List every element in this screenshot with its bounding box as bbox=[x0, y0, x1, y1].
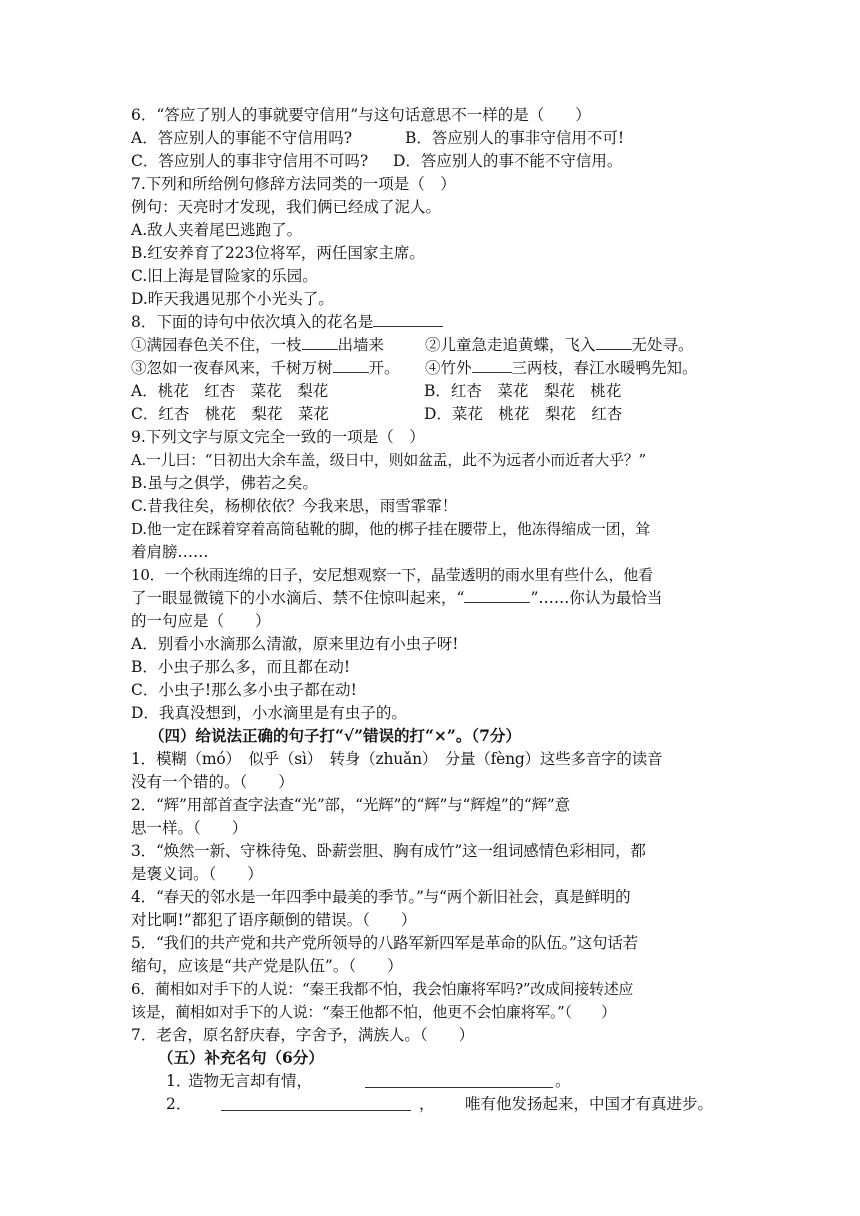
q8-poem-4-end: 三两枝，春江水暖鸭先知。 bbox=[511, 359, 698, 377]
q8-stem: 8．下面的诗句中依次填入的花名是 bbox=[131, 313, 374, 331]
q10-option-a: A．别看小水滴那么清澈，原来里边有小虫子呀! bbox=[131, 635, 459, 653]
sec5-item2 bbox=[131, 1093, 741, 1115]
q6-option-d: D．答应别人的事不能不守信用。 bbox=[393, 152, 623, 170]
sec5-item1-blank bbox=[365, 1086, 553, 1088]
q8-poem-1-start: ①满园春色关不住，一枝 bbox=[131, 336, 302, 354]
q7-option-c: C.旧上海是冒险家的乐园。 bbox=[131, 267, 318, 285]
sec4-item1-line2: 没有一个错的。（ ） bbox=[131, 773, 294, 791]
sec4-item7: 7．老舍，原名舒庆春，字舍予，满族人。（ ） bbox=[131, 1026, 475, 1044]
q10-option-b: B．小虫子那么多，而且都在动! bbox=[131, 658, 351, 676]
q8-poem-1-end: 出墙来 bbox=[337, 336, 385, 354]
q7-option-a: A.敌人夹着尾巴逃跑了。 bbox=[131, 221, 303, 239]
q10-option-c: C．小虫子!那么多小虫子都在动! bbox=[131, 681, 357, 699]
q6-options-ab bbox=[131, 127, 741, 149]
q6-option-b: B．答应别人的事非守信用不可! bbox=[405, 129, 625, 147]
q9-option-d-line1: D.他一定在踩着穿着高筒毡靴的脚，他的梆子挂在腰带上，他冻得缩成一团，耸 bbox=[131, 520, 651, 538]
q6-option-c: C．答应别人的事非守信用不可吗? bbox=[131, 152, 369, 170]
q8-poem-1-blank bbox=[302, 334, 338, 350]
q10-line1: 10．一个秋雨连绵的日子，安尼想观察一下，晶莹透明的雨水里有些什么，他看 bbox=[131, 566, 653, 584]
q10-line3: 的一句应是（ ） bbox=[131, 612, 271, 630]
q8-poem-4-blank bbox=[472, 357, 512, 373]
q10-line2-end: ”……你认为最恰当 bbox=[530, 589, 663, 607]
sec4-item5-line2: 缩句，应该是“共产党是队伍”。（ ） bbox=[131, 957, 403, 975]
sec5-item2-blank bbox=[221, 1109, 411, 1111]
q8-stem-line bbox=[131, 311, 741, 333]
q8-poem-3-start: ③忽如一夜春风来，千树万树 bbox=[131, 359, 333, 377]
q7-option-b: B.红安养育了223位将军，两任国家主席。 bbox=[131, 244, 425, 262]
sec5-item2-number: 2． bbox=[166, 1095, 192, 1113]
q8-option-d: D．菜花 桃花 梨花 红杏 bbox=[424, 405, 623, 423]
q8-poems-12 bbox=[131, 334, 741, 356]
sec5-item1-end: 。 bbox=[555, 1072, 571, 1090]
section-5-title: （五）补充名句（6分） bbox=[158, 1048, 324, 1067]
sec4-item3-line2: 是褒义词。（ ） bbox=[131, 865, 263, 883]
q7-stem: 7.下列和所给例句修辞方法同类的一项是（ ） bbox=[131, 175, 456, 193]
sec5-item2-comma: ， bbox=[419, 1095, 435, 1113]
section-4-title: （四）给说法正确的句子打“√”错误的打“×”。（7分） bbox=[149, 726, 521, 745]
q8-answer-blank bbox=[373, 311, 443, 327]
q8-poem-2-end: 无处寻。 bbox=[631, 336, 694, 354]
q8-poem-2 bbox=[425, 334, 694, 356]
sec4-item6-line2: 该是，蔺相如对手下的人说：“秦王他都不怕，他更不会怕廉将军。”（ ） bbox=[131, 1003, 616, 1021]
sec4-item6-line1: 6．蔺相如对手下的人说：“秦王我都不怕，我会怕廉将军吗?”改成间接转述应 bbox=[131, 980, 634, 998]
sec4-item5-line1: 5．“我们的共产党和共产党所领导的八路军新四军是革命的队伍。”这句话若 bbox=[131, 934, 638, 952]
sec5-item1 bbox=[131, 1070, 741, 1092]
sec4-item1-line1: 1．模糊（mó） 似乎（sì） 转身（zhuǎn） 分量（fèng）这些多音字的读音 bbox=[131, 750, 663, 768]
q8-options-cd bbox=[131, 403, 741, 425]
q10-line2 bbox=[131, 587, 741, 609]
q6-stem: 6．“答应了别人的事就要守信用”与这句话意思不一样的是（ ） bbox=[131, 106, 591, 124]
q10-blank bbox=[464, 587, 530, 603]
q7-option-d: D.昨天我遇见那个小光头了。 bbox=[131, 290, 334, 308]
q6-options-cd bbox=[131, 150, 741, 172]
sec4-item2-line2: 思一样。（ ） bbox=[131, 819, 248, 837]
q8-poem-4 bbox=[425, 357, 698, 379]
sec5-item2-text: 唯有他发扬起来，中国才有真进步。 bbox=[465, 1095, 714, 1113]
q8-options-ab bbox=[131, 380, 741, 402]
q8-poem-4-start: ④竹外 bbox=[425, 359, 472, 377]
q8-poems-34 bbox=[131, 357, 741, 379]
q9-option-a: A.一儿曰：“日初出大余车盖，级日中，则如盆盂，此不为远者小而近者大乎？” bbox=[131, 451, 646, 469]
q6-option-a: A．答应别人的事能不守信用吗? bbox=[131, 129, 353, 147]
q7-example: 例句：天亮时才发现，我们俩已经成了泥人。 bbox=[131, 198, 442, 216]
q9-stem: 9.下列文字与原文完全一致的一项是（ ） bbox=[131, 428, 425, 446]
q8-poem-2-blank bbox=[596, 334, 632, 350]
sec5-item1-text: 造物无言却有情， bbox=[188, 1072, 313, 1090]
q10-option-d: D．我真没想到，小水滴里是有虫子的。 bbox=[131, 704, 407, 722]
q8-poem-3-blank bbox=[333, 357, 369, 373]
q8-option-a: A．桃花 红杏 菜花 梨花 bbox=[131, 382, 329, 400]
q8-option-c: C．红杏 桃花 梨花 菜花 bbox=[131, 405, 329, 423]
sec4-item4-line1: 4．“春天的邻水是一年四季中最美的季节。”与“两个新旧社会，真是鲜明的 bbox=[131, 888, 631, 906]
q9-option-b: B.虽与之俱学，佛若之矣。 bbox=[131, 474, 318, 492]
q9-option-c: C.昔我往矣，杨柳依依？今我来思，雨雪霏霏！ bbox=[131, 497, 458, 515]
q10-line2-start: 了一眼显微镜下的小水滴后、禁不住惊叫起来，“ bbox=[131, 589, 465, 607]
sec4-item2-line1: 2．“辉”用部首查字法查“光”部，“光辉”的“辉”与“辉煌”的“辉”意 bbox=[131, 796, 570, 814]
sec5-item1-number: 1． bbox=[166, 1072, 192, 1090]
sec4-item4-line2: 对比啊!”都犯了语序颠倒的错误。（ ） bbox=[131, 911, 417, 929]
q8-poem-1 bbox=[131, 334, 384, 356]
q8-option-b: B．红杏 菜花 梨花 桃花 bbox=[424, 382, 622, 400]
sec4-item3-line1: 3．“焕然一新、守株待兔、卧薪尝胆、胸有成竹”这一组词感情色彩相同，都 bbox=[131, 842, 646, 860]
q8-poem-3-end: 开。 bbox=[368, 359, 400, 377]
q8-poem-2-start: ②儿童急走追黄蝶，飞入 bbox=[425, 336, 596, 354]
q9-option-d-line2: 着肩膀…… bbox=[131, 543, 209, 561]
q8-poem-3 bbox=[131, 357, 400, 379]
